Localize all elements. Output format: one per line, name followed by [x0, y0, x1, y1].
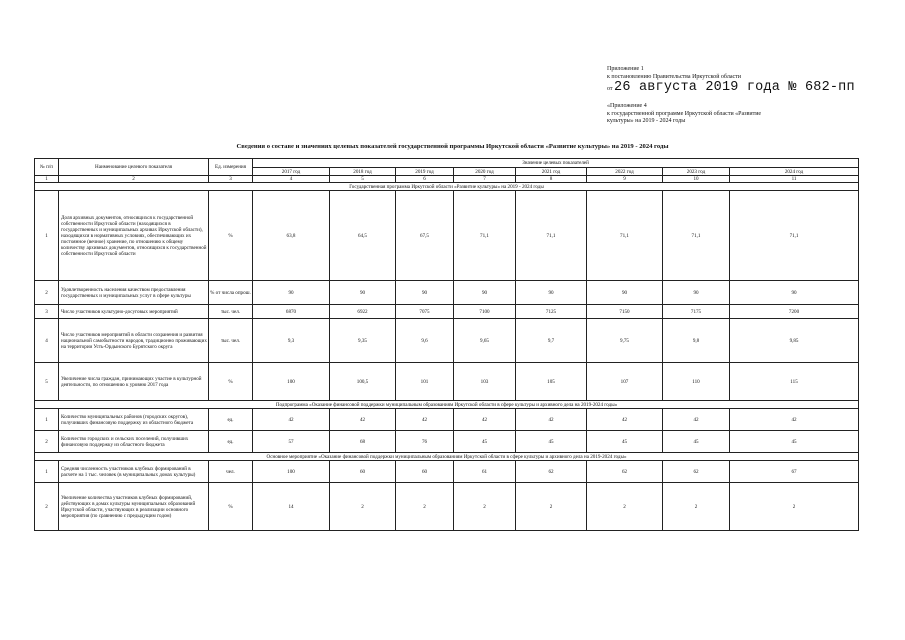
- section-row: [35, 401, 859, 409]
- indicator-value: 14: [253, 483, 330, 531]
- program-reference: к государственной программе Иркутской области «Развитие: [607, 110, 762, 117]
- indicator-value: 115: [730, 363, 859, 401]
- indicator-value: 60: [330, 461, 396, 483]
- table-row: [35, 461, 859, 483]
- indicator-value: 42: [330, 409, 396, 431]
- indicator-value: 6870: [253, 305, 330, 319]
- table-row: [35, 363, 859, 401]
- indicator-value: 64,5: [330, 191, 396, 281]
- indicator-name: Число участников культурно-досуговых мероприятий: [59, 305, 209, 319]
- column-number: 1: [35, 176, 59, 183]
- unit: ед.: [209, 431, 253, 453]
- indicator-value: 2: [587, 483, 663, 531]
- indicator-value: 45: [587, 431, 663, 453]
- indicator-value: 71,1: [730, 191, 859, 281]
- indicator-value: 45: [454, 431, 516, 453]
- indicator-value: 90: [730, 281, 859, 305]
- indicator-value: 90: [253, 281, 330, 305]
- row-number: 1: [35, 191, 59, 281]
- table-row: [35, 191, 859, 281]
- section-row: [35, 453, 859, 461]
- column-number: 3: [209, 176, 253, 183]
- indicator-value: 100,5: [330, 363, 396, 401]
- resolution-date: [607, 81, 857, 94]
- indicator-value: 67,5: [396, 191, 454, 281]
- indicator-value: 9,6: [396, 319, 454, 363]
- table-row: [35, 281, 859, 305]
- indicator-value: 62: [663, 461, 730, 483]
- unit: ед.: [209, 409, 253, 431]
- section-row: [35, 183, 859, 191]
- indicator-value: 90: [454, 281, 516, 305]
- column-number: 8: [516, 176, 587, 183]
- indicator-value: 62: [516, 461, 587, 483]
- indicator-value: 2: [330, 483, 396, 531]
- program-years: культуры» на 2019 - 2024 годы: [607, 118, 686, 124]
- indicator-value: 68: [330, 431, 396, 453]
- resolution-reference: к постановлению Правительства Иркутской области: [607, 73, 741, 80]
- document-header: [607, 66, 857, 126]
- indicator-value: 101: [396, 363, 454, 401]
- header-name: Наименование целевого показателя: [59, 159, 209, 176]
- row-number: 2: [35, 431, 59, 453]
- section-title: Основное мероприятие «Оказание финансовой поддержки муниципальным образованиям Иркутской области в сфере культуры и архивного дела на 2019-2024 годы»: [35, 453, 859, 461]
- header-year: 2018 год: [330, 168, 396, 176]
- indicator-value: 71,1: [663, 191, 730, 281]
- header-year: 2017 год: [253, 168, 330, 176]
- indicator-value: 63,8: [253, 191, 330, 281]
- indicator-name: Число участников мероприятий в области сохранения и развития национальной самобытности народов, традиционно проживающих на территории Усть-Ордынского Бурятского округа: [59, 319, 209, 363]
- appendix-label: Приложение 1: [607, 66, 644, 72]
- column-number: 6: [396, 176, 454, 183]
- unit: чел.: [209, 461, 253, 483]
- column-number: 2: [59, 176, 209, 183]
- indicator-name: Количество городских и сельских поселений, получивших финансовую поддержку из областного бюджета: [59, 431, 209, 453]
- indicator-name: Увеличение количества участников клубных формирований, действующих в домах культуры муниципальных образований Иркутской области, участвующих в реализации основного мероприятия (по сравнению с предыдущим годом): [59, 483, 209, 531]
- indicator-value: 62: [587, 461, 663, 483]
- indicator-value: 7200: [730, 305, 859, 319]
- table-row: [35, 483, 859, 531]
- column-number: 9: [587, 176, 663, 183]
- indicator-value: 2: [663, 483, 730, 531]
- indicator-value: 9,3: [253, 319, 330, 363]
- indicator-value: 76: [396, 431, 454, 453]
- indicator-value: 90: [516, 281, 587, 305]
- indicator-value: 2: [454, 483, 516, 531]
- indicator-value: 9,75: [587, 319, 663, 363]
- header-year: 2021 год: [516, 168, 587, 176]
- indicator-value: 2: [396, 483, 454, 531]
- header-year: 2023 год: [663, 168, 730, 176]
- indicator-value: 107: [587, 363, 663, 401]
- row-number: 4: [35, 319, 59, 363]
- header-year: 2019 год: [396, 168, 454, 176]
- indicator-value: 90: [587, 281, 663, 305]
- indicator-value: 57: [253, 431, 330, 453]
- row-number: 1: [35, 461, 59, 483]
- indicators-table: [34, 158, 859, 531]
- indicator-name: Количество муниципальных районов (городских округов), получивших финансовую поддержку из областного бюджета: [59, 409, 209, 431]
- column-number: 5: [330, 176, 396, 183]
- indicator-value: 45: [663, 431, 730, 453]
- indicator-value: 2: [516, 483, 587, 531]
- appendix4-label: «Приложение 4: [607, 103, 647, 109]
- indicator-value: 71,1: [516, 191, 587, 281]
- indicator-value: 7175: [663, 305, 730, 319]
- header-num: № п/п: [35, 159, 59, 176]
- indicator-value: 90: [330, 281, 396, 305]
- indicator-value: 45: [516, 431, 587, 453]
- indicator-value: 100: [253, 461, 330, 483]
- table-row: [35, 319, 859, 363]
- row-number: 2: [35, 281, 59, 305]
- unit: тыс. чел.: [209, 319, 253, 363]
- indicator-value: 42: [454, 409, 516, 431]
- row-number: 5: [35, 363, 59, 401]
- indicator-name: Удовлетворенность населения качеством предоставления государственных и муниципальных услуг в сфере культуры: [59, 281, 209, 305]
- unit: %: [209, 363, 253, 401]
- indicator-name: Средняя численность участников клубных формирований в расчете на 1 тыс. человек (в муниципальных домах культуры): [59, 461, 209, 483]
- column-number: 11: [730, 176, 859, 183]
- indicator-value: 42: [516, 409, 587, 431]
- table-row: [35, 409, 859, 431]
- indicator-value: 71,1: [587, 191, 663, 281]
- indicator-value: 7150: [587, 305, 663, 319]
- header-year: 2024 год: [730, 168, 859, 176]
- indicator-name: Увеличение числа граждан, принимающих участие в культурной деятельности, по отношению к уровню 2017 года: [59, 363, 209, 401]
- header-year: 2020 год: [454, 168, 516, 176]
- indicator-value: 60: [396, 461, 454, 483]
- row-number: 3: [35, 305, 59, 319]
- date-prefix: от: [607, 86, 613, 92]
- indicator-value: 42: [396, 409, 454, 431]
- document-title: Сведения о составе и значениях целевых показателей государственной программы Иркутской области «Развитие культуры» на 2019 - 2024 годы: [236, 143, 669, 150]
- unit: %: [209, 191, 253, 281]
- indicator-value: 71,1: [454, 191, 516, 281]
- indicator-value: 90: [396, 281, 454, 305]
- indicator-value: 42: [253, 409, 330, 431]
- column-number: 7: [454, 176, 516, 183]
- indicator-value: 2: [730, 483, 859, 531]
- indicator-value: 103: [454, 363, 516, 401]
- column-number: 10: [663, 176, 730, 183]
- unit: % от числа опрош.: [209, 281, 253, 305]
- unit: тыс. чел.: [209, 305, 253, 319]
- unit: %: [209, 483, 253, 531]
- indicator-value: 67: [730, 461, 859, 483]
- indicator-value: 9,65: [454, 319, 516, 363]
- indicator-value: 105: [516, 363, 587, 401]
- indicator-value: 7075: [396, 305, 454, 319]
- section-title: Государственная программа Иркутской области «Развитие культуры» на 2019 - 2024 годы: [35, 183, 859, 191]
- section-title: Подпрограмма «Оказание финансовой поддержки муниципальным образованиям Иркутской области в сфере культуры и архивного дела на 2019-2024 годы»: [35, 401, 859, 409]
- column-number: 4: [253, 176, 330, 183]
- date-value: 26 августа 2019 года № 682-пп: [614, 80, 855, 95]
- header-values: Значение целевых показателей: [253, 159, 859, 168]
- row-number: 2: [35, 483, 59, 531]
- indicator-value: 42: [663, 409, 730, 431]
- indicator-name: Доля архивных документов, относящихся к государственной собственности Иркутской области (находящихся в государственных и муниципальных архивах Иркутской области), находящихся в нормативных условиях, обеспечивающих их постоянное (вечное) хранение, по отношению к общему количеству архивных документов, относящихся к государственной собственности Иркутской области: [59, 191, 209, 281]
- table-row: [35, 305, 859, 319]
- indicator-value: 7125: [516, 305, 587, 319]
- indicator-value: 6922: [330, 305, 396, 319]
- indicator-value: 100: [253, 363, 330, 401]
- indicator-value: 90: [663, 281, 730, 305]
- indicator-value: 42: [730, 409, 859, 431]
- header-unit: Ед. измерения: [209, 159, 253, 176]
- row-number: 1: [35, 409, 59, 431]
- indicator-value: 9,85: [730, 319, 859, 363]
- indicator-value: 9,8: [663, 319, 730, 363]
- indicator-value: 45: [730, 431, 859, 453]
- indicator-value: 61: [454, 461, 516, 483]
- header-year: 2022 год: [587, 168, 663, 176]
- indicator-value: 9,35: [330, 319, 396, 363]
- indicator-value: 9,7: [516, 319, 587, 363]
- indicator-value: 110: [663, 363, 730, 401]
- indicator-value: 7100: [454, 305, 516, 319]
- indicator-value: 42: [587, 409, 663, 431]
- table-row: [35, 431, 859, 453]
